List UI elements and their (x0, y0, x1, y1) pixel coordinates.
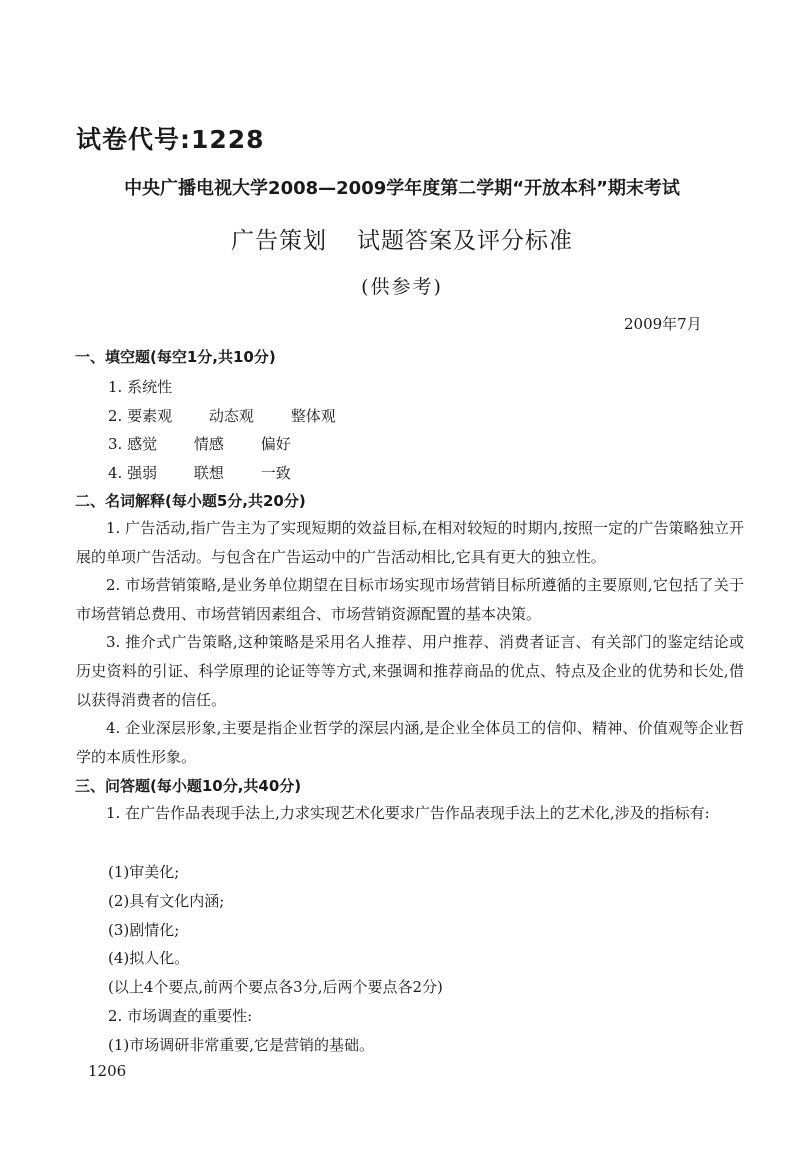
answer: 感觉 (127, 435, 158, 453)
answer-point: (1)审美化; (108, 863, 180, 881)
section-heading-fill-blank: 一、填空题(每空1分,共10分) (75, 348, 276, 366)
scoring-note: (以上4个要点,前两个要点各3分,后两个要点各2分) (108, 978, 443, 996)
course-name: 广告策划 (231, 228, 327, 254)
answer: 系统性 (127, 378, 173, 396)
list-item (108, 433, 291, 454)
list-item (108, 405, 336, 426)
answer: 整体观 (290, 407, 336, 425)
answer-point: (1)市场调研非常重要,它是营销的基础。 (108, 1036, 375, 1054)
term-definition: 3. 推介式广告策略,这种策略是采用名人推荐、用户推荐、消费者证言、有关部门的鉴定结论或历史资料的引证、科学原理的论证等等方式,来强调和推荐商品的优点、特点及企业的优势和长处,借以获得消费者的信任。 (76, 633, 744, 709)
page-number: 1206 (88, 1062, 127, 1080)
reference-note: (供参考) (361, 276, 443, 298)
answer: 强弱 (127, 464, 158, 482)
answer-point: (3)剧情化; (108, 921, 180, 939)
item-number: 4. (108, 464, 123, 482)
document-title (0, 222, 804, 255)
term-definition: 4. 企业深层形象,主要是指企业哲学的深层内涵,是企业全体员工的信仰、精神、价值观等企业哲学的本质性形象。 (76, 719, 744, 766)
section-heading-terms: 二、名词解释(每小题5分,共20分) (75, 492, 306, 510)
answer-key-title: 试题答案及评分标准 (357, 228, 573, 254)
question-answer-intro: 1. 在广告作品表现手法上,力求实现艺术化要求广告作品表现手法上的艺术化,涉及的指标有: (106, 804, 710, 822)
section-heading-questions: 三、问答题(每小题10分,共40分) (75, 777, 302, 795)
item-number: 2. (108, 407, 123, 425)
list-item (108, 462, 291, 483)
answer: 情感 (193, 435, 224, 453)
exam-code: 试卷代号:1228 (76, 125, 265, 154)
list-item (108, 376, 172, 397)
item-number: 1. (108, 378, 123, 396)
answer: 偏好 (260, 435, 291, 453)
answer: 联想 (193, 464, 224, 482)
document-date: 2009年7月 (624, 315, 702, 333)
term-definition: 2. 市场营销策略,是业务单位期望在目标市场实现市场营销目标所遵循的主要原则,它包括了关于市场营销总费用、市场营销因素组合、市场营销资源配置的基本决策。 (76, 576, 744, 623)
answer: 动态观 (208, 407, 254, 425)
university-exam-title: 中央广播电视大学2008—2009学年度第二学期“开放本科”期末考试 (124, 178, 680, 199)
answer: 要素观 (127, 407, 173, 425)
item-number: 3. (108, 435, 123, 453)
answer-point: (4)拟人化。 (108, 949, 190, 967)
term-definition: 1. 广告活动,指广告主为了实现短期的效益目标,在相对较短的时期内,按照一定的广告策略独立开展的单项广告活动。与包含在广告运动中的广告活动相比,它具有更大的独立性。 (76, 519, 744, 566)
question-answer-title: 2. 市场调查的重要性: (108, 1007, 253, 1025)
answer: 一致 (260, 464, 291, 482)
answer-point: (2)具有文化内涵; (108, 892, 225, 910)
